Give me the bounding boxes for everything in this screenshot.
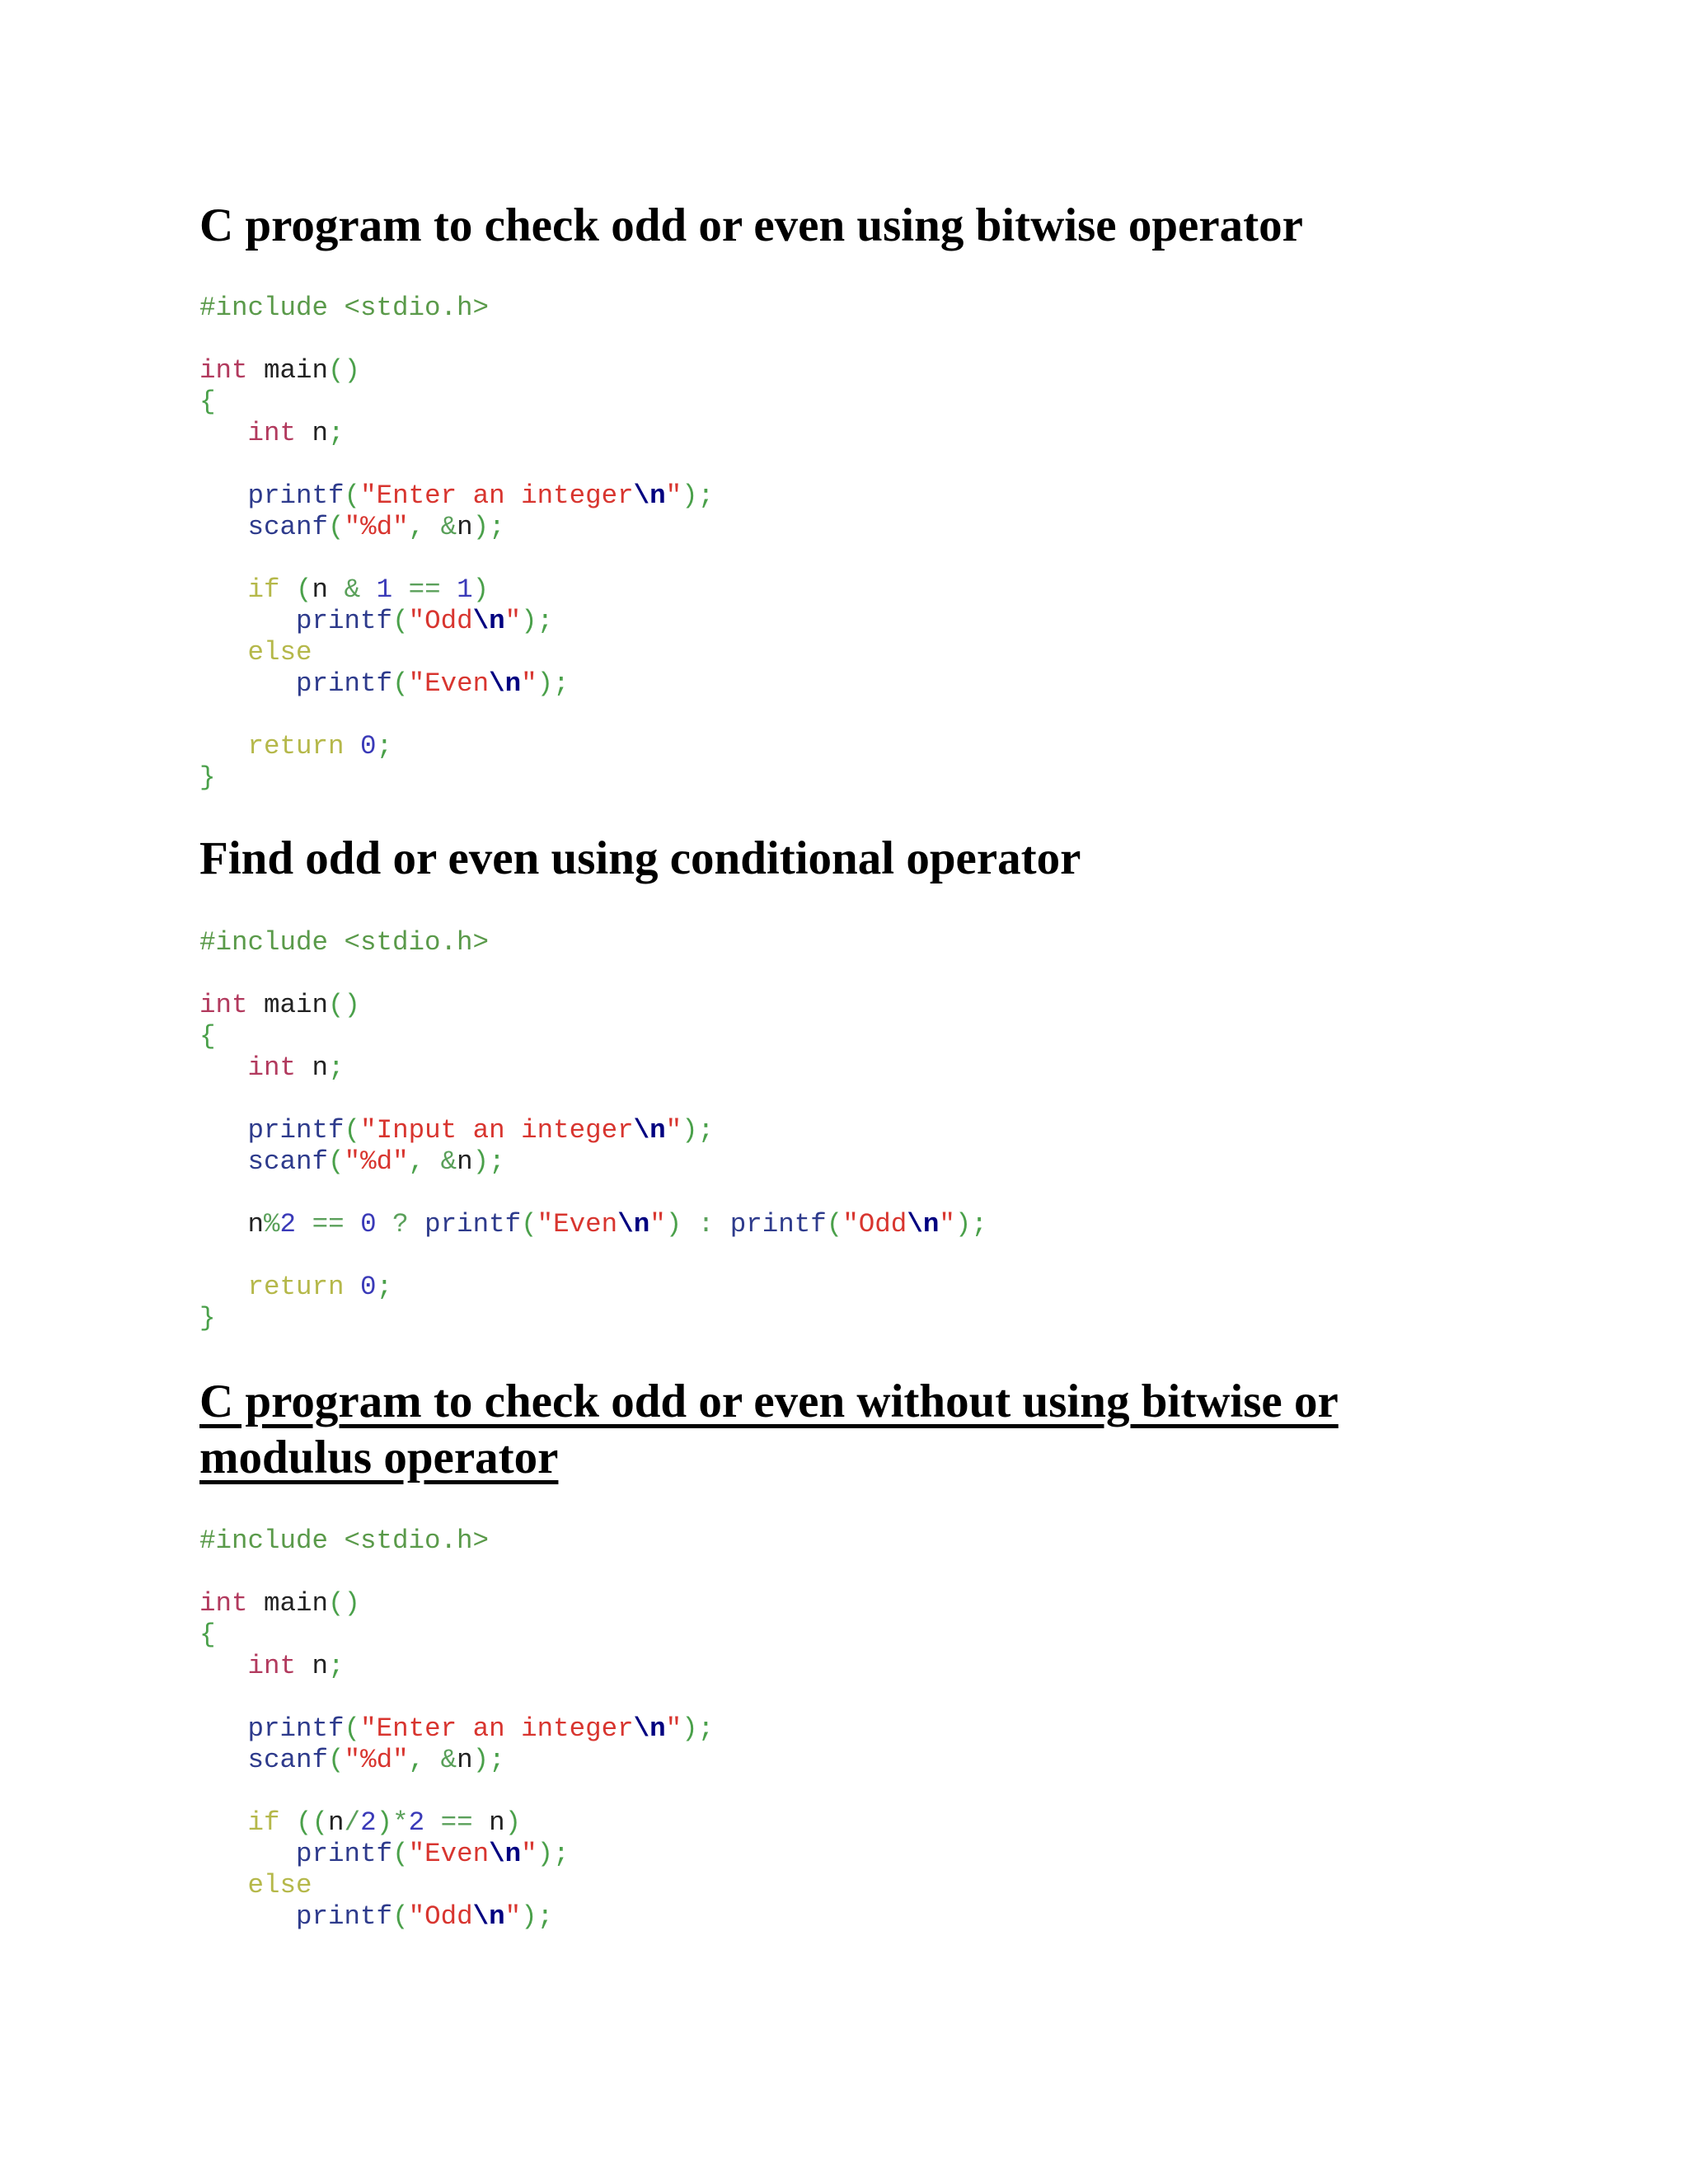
- code-token: [199, 1146, 248, 1177]
- code-token: #include <stdio.h>: [199, 927, 490, 958]
- code-token: (: [392, 1901, 409, 1932]
- code-line: [199, 1084, 987, 1115]
- code-token: ": [665, 1713, 682, 1744]
- code-token: ==: [312, 1209, 345, 1240]
- code-token: (): [328, 1588, 361, 1619]
- code-token: ": [649, 1209, 666, 1240]
- code-token: (: [392, 606, 409, 636]
- code-token: [199, 1713, 248, 1744]
- code-token: [199, 480, 248, 511]
- code-token: int: [199, 1588, 248, 1619]
- code-token: );: [954, 1209, 987, 1240]
- code-token: printf: [296, 1901, 393, 1932]
- code-token: );: [472, 512, 505, 542]
- code-line: [199, 1115, 987, 1146]
- code-token: printf: [296, 668, 393, 699]
- code-token: \n: [633, 1713, 666, 1744]
- code-line: [199, 1588, 714, 1619]
- code-line: [199, 927, 987, 958]
- code-line: [199, 700, 714, 731]
- code-token: "%d": [344, 1146, 409, 1177]
- code-token: ,: [408, 1745, 441, 1775]
- code-line: [199, 1745, 714, 1776]
- code-token: ==: [440, 1807, 473, 1838]
- code-line: [199, 449, 714, 480]
- code-token: printf: [296, 1839, 393, 1869]
- code-line: [199, 512, 714, 543]
- code-line: [199, 637, 714, 668]
- code-token: &: [344, 574, 361, 605]
- code-token: printf: [714, 1209, 827, 1240]
- code-token: ": [504, 1901, 522, 1932]
- code-token: n: [296, 1651, 329, 1681]
- code-token: "Even: [537, 1209, 618, 1240]
- code-token: ": [665, 480, 682, 511]
- code-line: [199, 958, 987, 990]
- code-line: [199, 543, 714, 574]
- code-token: [199, 668, 296, 699]
- code-token: );: [537, 1839, 570, 1869]
- code-line: [199, 762, 714, 794]
- code-line: [199, 293, 714, 324]
- code-token: n: [457, 1146, 473, 1177]
- code-line: [199, 324, 714, 355]
- section-heading-bitwise: C program to check odd or even using bitwise operator: [199, 199, 1303, 251]
- code-token: ?: [392, 1209, 409, 1240]
- code-token: {: [199, 1021, 216, 1052]
- code-line: [199, 387, 714, 418]
- code-token: ": [665, 1115, 682, 1146]
- code-line: [199, 1526, 714, 1557]
- code-token: *: [392, 1807, 409, 1838]
- code-token: ((: [279, 1807, 329, 1838]
- code-token: return: [247, 1272, 345, 1302]
- code-token: "Enter an integer: [360, 480, 634, 511]
- section-heading-conditional: Find odd or even using conditional operator: [199, 832, 1081, 884]
- code-token: );: [472, 1146, 505, 1177]
- code-token: &: [440, 1745, 457, 1775]
- code-token: [199, 1839, 296, 1869]
- code-token: n: [312, 574, 345, 605]
- code-token: {: [199, 387, 216, 417]
- code-token: &: [440, 512, 457, 542]
- code-line: [199, 1901, 714, 1933]
- code-token: if: [247, 574, 280, 605]
- code-token: 1: [440, 574, 473, 605]
- code-token: n: [296, 418, 329, 448]
- code-line: [199, 1557, 714, 1588]
- code-token: "%d": [344, 1745, 409, 1775]
- code-token: printf: [408, 1209, 522, 1240]
- code-line: [199, 480, 714, 512]
- code-token: 2: [408, 1807, 441, 1838]
- code-line: [199, 574, 714, 606]
- code-token: if: [247, 1807, 280, 1838]
- code-token: int: [199, 355, 248, 386]
- code-line: [199, 1651, 714, 1682]
- code-token: \n: [907, 1209, 940, 1240]
- code-token: "Odd: [408, 606, 473, 636]
- section-heading-no-operator-line-1: C program to check odd or even without using bitwise or: [199, 1376, 1339, 1427]
- code-token: [199, 1052, 248, 1083]
- code-token: ": [504, 606, 522, 636]
- code-token: 2: [360, 1807, 377, 1838]
- code-line: [199, 1682, 714, 1713]
- code-token: );: [682, 1713, 715, 1744]
- code-token: 0: [344, 1272, 377, 1302]
- code-token: \n: [633, 1115, 666, 1146]
- code-token: n: [328, 1807, 345, 1838]
- code-token: (: [392, 668, 409, 699]
- code-token: printf: [296, 606, 393, 636]
- code-line: [199, 418, 714, 449]
- code-token: int: [199, 990, 248, 1020]
- code-token: (: [521, 1209, 537, 1240]
- code-token: ": [521, 1839, 537, 1869]
- code-line: [199, 1052, 987, 1084]
- code-token: ;: [376, 1272, 393, 1302]
- code-token: else: [247, 1870, 312, 1900]
- code-token: [199, 606, 296, 636]
- code-token: #include <stdio.h>: [199, 293, 490, 323]
- code-token: [199, 574, 248, 605]
- code-token: %: [264, 1209, 280, 1240]
- code-token: }: [199, 762, 216, 793]
- code-line: [199, 1870, 714, 1901]
- code-token: \n: [617, 1209, 650, 1240]
- code-token: \n: [472, 606, 505, 636]
- code-line: [199, 1807, 714, 1839]
- code-token: main: [247, 1588, 329, 1619]
- code-token: ==: [408, 574, 441, 605]
- code-line: [199, 1713, 714, 1745]
- code-token: (: [328, 1146, 345, 1177]
- code-token: );: [682, 480, 715, 511]
- code-token: \n: [489, 668, 522, 699]
- code-token: "Odd: [408, 1901, 473, 1932]
- code-token: [199, 1115, 248, 1146]
- code-block-no-operator: [199, 1526, 714, 1933]
- code-token: [199, 1870, 248, 1900]
- code-token: (): [328, 355, 361, 386]
- code-token: {: [199, 1619, 216, 1650]
- code-line: [199, 1303, 987, 1334]
- code-line: [199, 1178, 987, 1209]
- code-token: (: [344, 1713, 361, 1744]
- code-token: \n: [472, 1901, 505, 1932]
- code-token: \n: [489, 1839, 522, 1869]
- code-line: [199, 1619, 714, 1651]
- code-token: printf: [247, 1115, 345, 1146]
- code-token: int: [247, 1052, 297, 1083]
- code-token: (: [826, 1209, 843, 1240]
- code-token: n: [457, 1745, 473, 1775]
- code-token: (: [328, 1745, 345, 1775]
- code-token: [199, 1807, 248, 1838]
- code-token: int: [247, 418, 297, 448]
- code-token: );: [521, 606, 554, 636]
- code-block-conditional: [199, 927, 987, 1334]
- code-token: n: [472, 1807, 505, 1838]
- code-token: ): [665, 1209, 698, 1240]
- code-token: main: [247, 990, 329, 1020]
- section-heading-no-operator-line-2: modulus operator: [199, 1432, 559, 1483]
- code-token: n: [296, 1052, 329, 1083]
- code-token: (: [328, 512, 345, 542]
- code-token: ;: [328, 418, 345, 448]
- code-token: [199, 731, 248, 762]
- code-token: &: [440, 1146, 457, 1177]
- code-token: ;: [328, 1651, 345, 1681]
- code-token: [199, 1651, 248, 1681]
- code-token: return: [247, 731, 345, 762]
- code-token: [199, 1272, 248, 1302]
- code-token: ,: [408, 1146, 441, 1177]
- code-token: );: [682, 1115, 715, 1146]
- code-token: (: [344, 480, 361, 511]
- code-line: [199, 355, 714, 387]
- section-heading-no-operator: [199, 1374, 1339, 1486]
- code-line: [199, 1240, 987, 1272]
- code-token: int: [247, 1651, 297, 1681]
- code-token: ;: [376, 731, 393, 762]
- code-token: scanf: [247, 512, 329, 542]
- code-token: (: [279, 574, 312, 605]
- code-block-bitwise: [199, 293, 714, 794]
- code-token: \n: [633, 480, 666, 511]
- code-token: ": [939, 1209, 955, 1240]
- code-token: #include <stdio.h>: [199, 1526, 490, 1556]
- code-token: scanf: [247, 1146, 329, 1177]
- code-token: /: [344, 1807, 361, 1838]
- code-token: ;: [328, 1052, 345, 1083]
- code-token: else: [247, 637, 312, 668]
- code-token: [199, 512, 248, 542]
- code-token: 1: [360, 574, 409, 605]
- code-token: ): [504, 1807, 522, 1838]
- code-token: 0: [344, 1209, 393, 1240]
- code-token: ): [472, 574, 490, 605]
- code-line: [199, 1209, 987, 1240]
- code-token: "Odd: [842, 1209, 907, 1240]
- code-token: [199, 1745, 248, 1775]
- code-token: n: [457, 512, 473, 542]
- code-line: [199, 1776, 714, 1807]
- code-line: [199, 1839, 714, 1870]
- code-token: );: [537, 668, 570, 699]
- code-token: "Even: [408, 668, 490, 699]
- code-token: 0: [344, 731, 377, 762]
- code-token: (): [328, 990, 361, 1020]
- code-line: [199, 731, 714, 762]
- code-token: printf: [247, 1713, 345, 1744]
- code-line: [199, 668, 714, 700]
- code-line: [199, 1146, 987, 1178]
- code-line: [199, 1021, 987, 1052]
- code-token: printf: [247, 480, 345, 511]
- code-token: ": [521, 668, 537, 699]
- code-line: [199, 990, 987, 1021]
- code-token: (: [392, 1839, 409, 1869]
- code-token: :: [697, 1209, 715, 1240]
- code-token: [199, 1209, 248, 1240]
- code-token: );: [521, 1901, 554, 1932]
- code-token: }: [199, 1303, 216, 1333]
- code-line: [199, 1272, 987, 1303]
- code-token: scanf: [247, 1745, 329, 1775]
- code-token: n: [247, 1209, 265, 1240]
- code-token: [199, 637, 248, 668]
- code-token: 2: [279, 1209, 312, 1240]
- code-token: [199, 1901, 296, 1932]
- code-line: [199, 606, 714, 637]
- code-token: "Input an integer: [360, 1115, 634, 1146]
- code-token: "%d": [344, 512, 409, 542]
- code-token: "Enter an integer: [360, 1713, 634, 1744]
- code-token: "Even: [408, 1839, 490, 1869]
- code-token: ): [376, 1807, 393, 1838]
- code-token: [199, 418, 248, 448]
- code-token: );: [472, 1745, 505, 1775]
- code-token: main: [247, 355, 329, 386]
- code-token: (: [344, 1115, 361, 1146]
- code-token: ,: [408, 512, 441, 542]
